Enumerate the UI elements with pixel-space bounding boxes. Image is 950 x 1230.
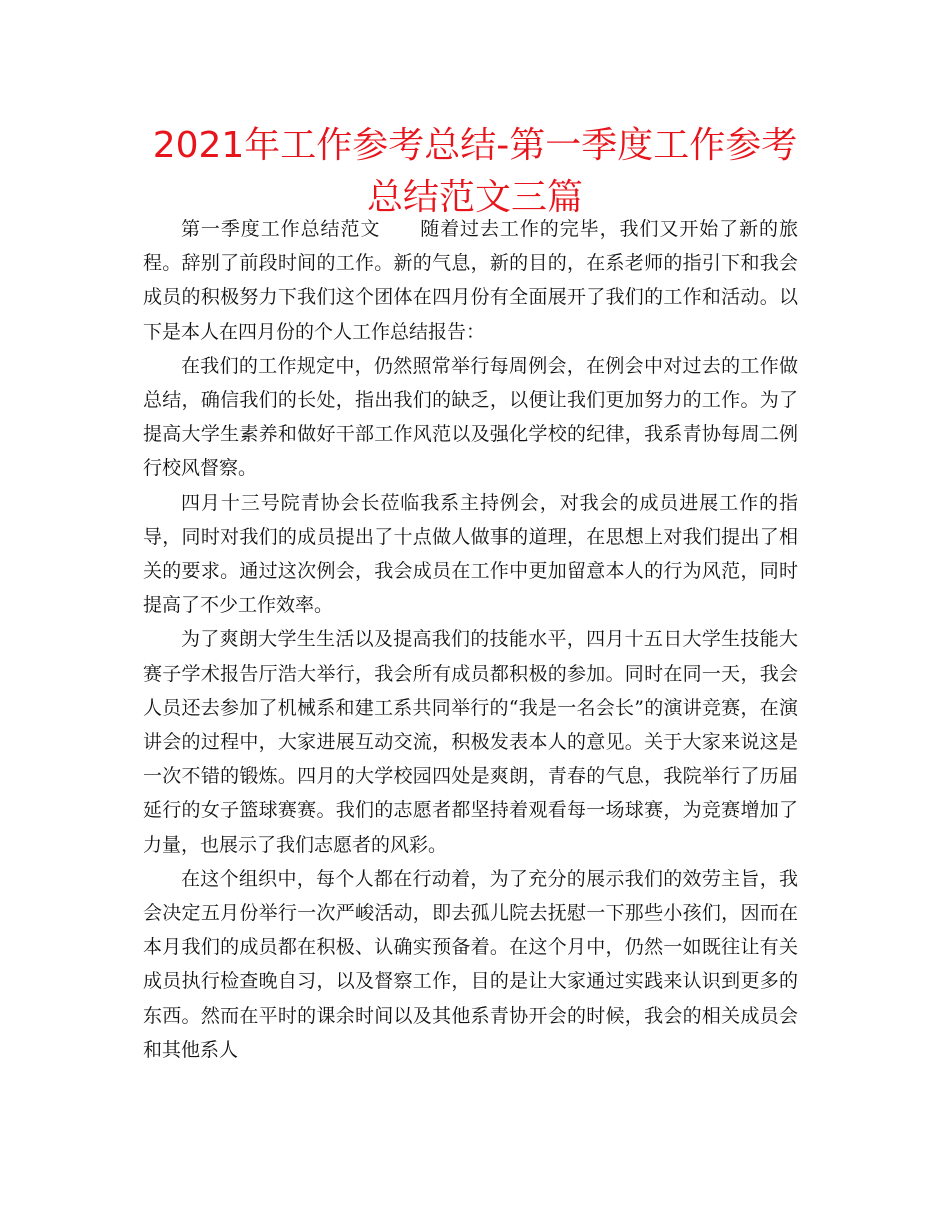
paragraph-3: 四月十三号院青协会长莅临我系主持例会，对我会的成员进展工作的指导，同时对我们的成员提出了十点做人做事的道理，在思想上对我们提出了相关的要求。通过这次例会，我会成员在工作中更加留意本人的行为风范，同时提高了不少工作效率。 (143, 491, 798, 617)
document-body (143, 212, 798, 1067)
paragraph-5: 在这个组织中，每个人都在行动着，为了充分的展示我们的效劳主旨，我会决定五月份举行一次严峻活动，即去孤儿院去抚慰一下那些小孩们，因而在本月我们的成员都在积极、认确实预备着。在这个月中，仍然一如既往让有关成员执行检查晚自习，以及督察工作，目的是让大家通过实践来认识到更多的东西。然而在平时的课余时间以及其他系青协开会的时候，我会的相关成员会和其他系人 (143, 867, 798, 1061)
paragraph-4: 为了爽朗大学生生活以及提高我们的技能水平，四月十五日大学生技能大赛子学术报告厅浩大举行，我会所有成员都积极的参加。同时在同一天，我会人员还去参加了机械系和建工系共同举行的“我是一名会长”的演讲竞赛，在演讲会的过程中，大家进展互动交流，积极发表本人的意见。关于大家来说这是一次不错的锻炼。四月的大学校园四处是爽朗，青春的气息，我院举行了历届延行的女子篮球赛赛。我们的志愿者都坚持着观看每一场球赛，为竞赛增加了力量，也展示了我们志愿者的风彩。 (143, 628, 798, 856)
paragraph-2: 在我们的工作规定中，仍然照常举行每周例会，在例会中对过去的工作做总结，确信我们的长处，指出我们的缺乏，以便让我们更加努力的工作。为了提高大学生素养和做好干部工作风范以及强化学校的纪律，我系青协每周二例行校风督察。 (143, 354, 798, 480)
document-title: 2021年工作参考总结-第一季度工作参考总结范文三篇 (152, 125, 798, 218)
paragraph-1: 第一季度工作总结范文 随着过去工作的完毕，我们又开始了新的旅程。辞别了前段时间的工作。新的气息，新的目的，在系老师的指引下和我会成员的积极努力下我们这个团体在四月份有全面展开了我们的工作和活动。以下是本人在四月份的个人工作总结报告： (143, 218, 798, 343)
